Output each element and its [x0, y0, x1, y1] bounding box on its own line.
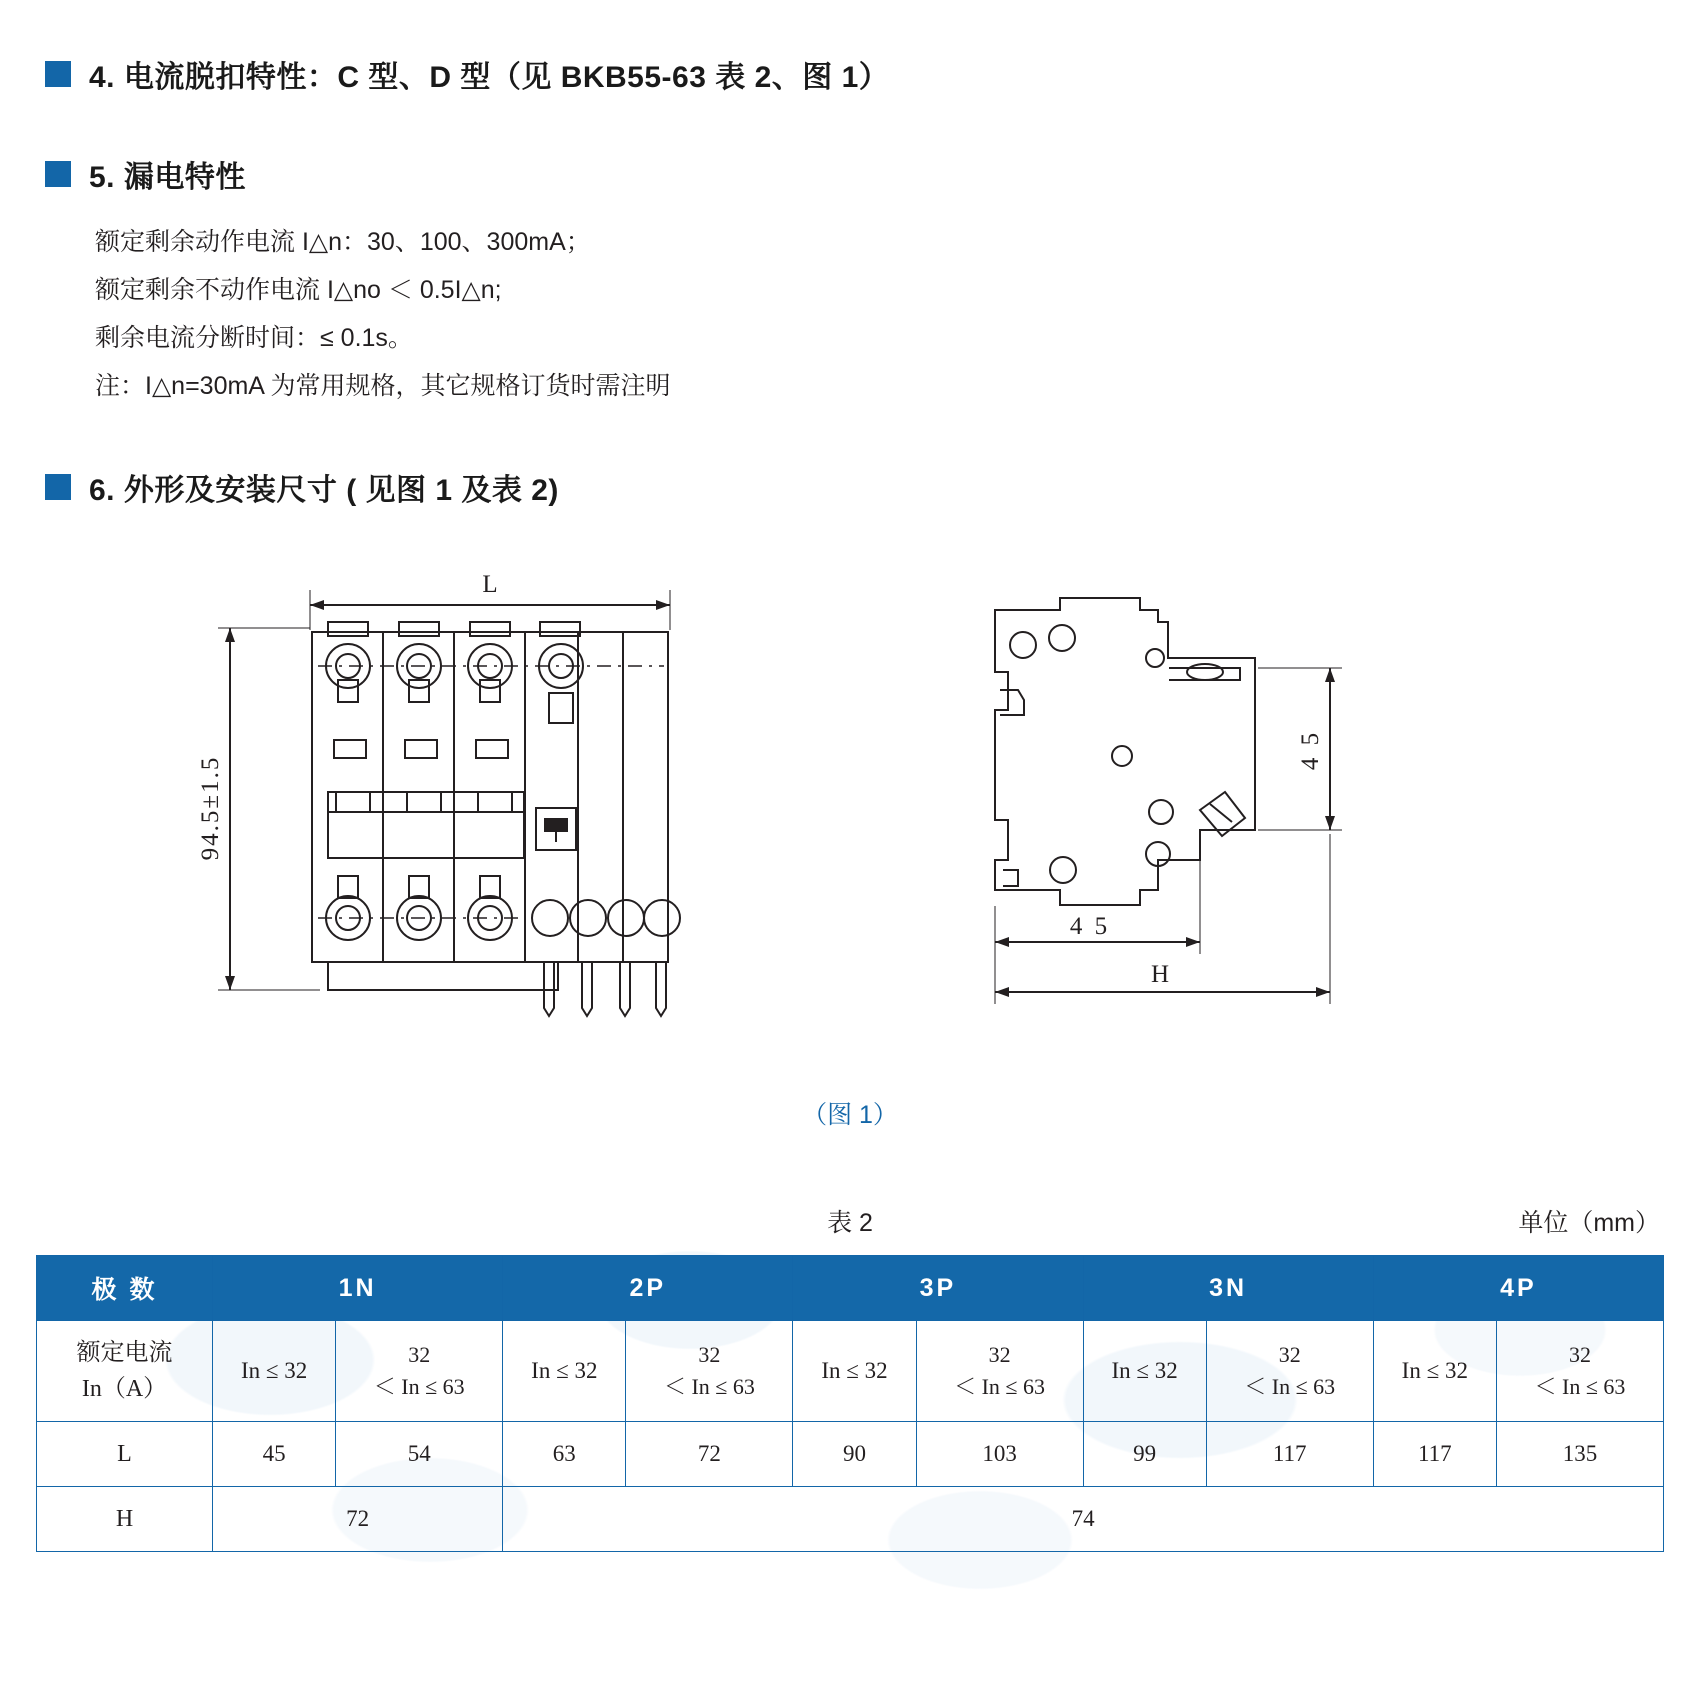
table-row	[37, 1422, 1664, 1487]
current-range-high-top: 32	[988, 1342, 1011, 1367]
table-title: 表 2	[827, 1209, 873, 1237]
square-bullet-icon	[45, 161, 71, 187]
current-range-low: In ≤ 32	[793, 1321, 916, 1422]
l-value: 135	[1496, 1422, 1663, 1487]
row-label-l: L	[37, 1422, 213, 1487]
section-5-heading-text: 5. 漏电特性	[89, 161, 246, 194]
drawing-svg	[40, 560, 1660, 1080]
rated-current-label-line1: 额定电流	[76, 1340, 173, 1366]
table-header-row	[37, 1256, 1664, 1321]
section-6-heading-text: 6. 外形及安装尺寸 ( 见图 1 及表 2)	[89, 474, 559, 507]
section-4-heading-text: 4. 电流脱扣特性：C 型、D 型（见 BKB55-63 表 2、图 1）	[89, 61, 890, 94]
current-range-high-bottom: ＜ In ≤ 63	[1534, 1374, 1626, 1399]
square-bullet-icon	[45, 61, 71, 87]
row-label-h: H	[37, 1487, 213, 1552]
rated-current-label-line2: In（A）	[81, 1376, 168, 1402]
current-range-high	[916, 1321, 1083, 1422]
front-view-height-label: 94.5±1.5	[197, 755, 224, 861]
l-value: 117	[1373, 1422, 1496, 1487]
current-range-high-bottom: ＜ In ≤ 63	[373, 1374, 465, 1399]
current-range-high-top: 32	[408, 1342, 431, 1367]
figure-caption: （图 1）	[802, 1101, 898, 1129]
l-value: 90	[793, 1422, 916, 1487]
side-view-right-dim-label: 4 5	[1297, 729, 1324, 771]
leakage-spec-list	[95, 218, 671, 410]
table-row	[37, 1487, 1664, 1552]
table-row	[37, 1321, 1664, 1422]
side-view-bottom-dim-label: 4 5	[1069, 913, 1111, 940]
h-value-1n: 72	[213, 1487, 503, 1552]
table-header-poles: 极 数	[37, 1256, 213, 1321]
current-range-high-bottom: ＜ In ≤ 63	[1244, 1374, 1336, 1399]
l-value: 103	[916, 1422, 1083, 1487]
section-6-heading	[45, 465, 559, 509]
front-view-width-label: L	[482, 571, 498, 598]
section-5-heading	[45, 152, 246, 196]
leakage-spec-line-1: 额定剩余动作电流 I△n：30、100、300mA；	[95, 228, 591, 256]
current-range-low: In ≤ 32	[213, 1321, 336, 1422]
current-range-low: In ≤ 32	[503, 1321, 626, 1422]
l-value: 99	[1083, 1422, 1206, 1487]
current-range-high	[336, 1321, 503, 1422]
l-value: 72	[626, 1422, 793, 1487]
l-value: 45	[213, 1422, 336, 1487]
current-range-high	[1496, 1321, 1663, 1422]
section-4-heading	[45, 52, 889, 96]
table-header-3n: 3N	[1083, 1256, 1373, 1321]
dimension-drawings	[40, 560, 1660, 1080]
current-range-high	[1206, 1321, 1373, 1422]
table-unit: 单位（mm）	[1518, 1209, 1660, 1237]
l-value: 117	[1206, 1422, 1373, 1487]
current-range-high-top: 32	[1568, 1342, 1591, 1367]
leakage-spec-line-4: 注：I△n=30mA 为常用规格，其它规格订货时需注明	[95, 372, 671, 400]
table-header-3p: 3P	[793, 1256, 1083, 1321]
leakage-spec-line-3: 剩余电流分断时间：≤ 0.1s。	[95, 324, 413, 352]
table-header-4p: 4P	[1373, 1256, 1663, 1321]
current-range-high	[626, 1321, 793, 1422]
current-range-low: In ≤ 32	[1083, 1321, 1206, 1422]
square-bullet-icon	[45, 474, 71, 500]
current-range-high-top: 32	[698, 1342, 721, 1367]
l-value: 63	[503, 1422, 626, 1487]
l-value: 54	[336, 1422, 503, 1487]
row-label-rated-current	[37, 1321, 213, 1422]
current-range-high-bottom: ＜ In ≤ 63	[954, 1374, 1046, 1399]
h-value-rest: 74	[503, 1487, 1664, 1552]
dimension-table	[36, 1255, 1664, 1552]
current-range-high-bottom: ＜ In ≤ 63	[663, 1374, 755, 1399]
table-header-1n: 1N	[213, 1256, 503, 1321]
leakage-spec-line-2: 额定剩余不动作电流 I△no ＜ 0.5I△n;	[95, 276, 502, 304]
table-header-2p: 2P	[503, 1256, 793, 1321]
side-view-overall-dim-label: H	[1150, 961, 1170, 988]
current-range-high-top: 32	[1278, 1342, 1301, 1367]
current-range-low: In ≤ 32	[1373, 1321, 1496, 1422]
